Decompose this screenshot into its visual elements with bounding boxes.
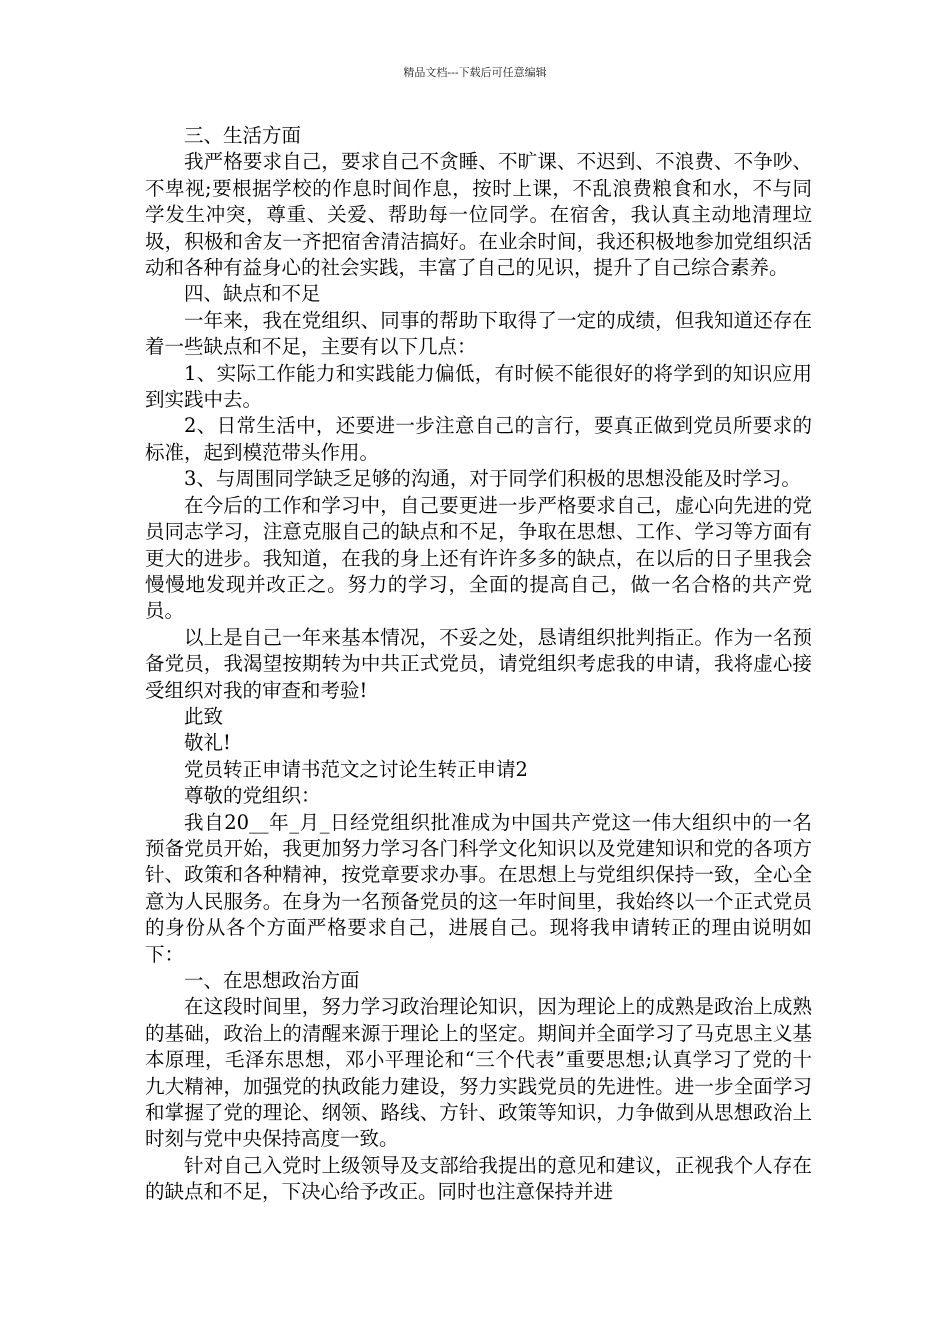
salutation-cizhi: 此致	[184, 704, 224, 728]
paragraph-shortcomings-intro: 一年来，我在党组织、同事的帮助下取得了一定的成绩，但我知道还存在着一些缺点和不足，主要有以下几点：	[145, 308, 812, 359]
section-heading-life: 三、生活方面	[184, 124, 302, 147]
list-item-shortcoming-1: 1、实际工作能力和实践能力偏低，有时候不能很好的将学到的知识应用到实践中去。	[145, 361, 812, 412]
document-subtitle: 党员转正申请书范文之讨论生转正申请2	[184, 757, 528, 781]
paragraph-application-intro: 我自20__年_月_日经党组织批准成为中国共产党这一伟大组织中的一名预备党员开始，我更加努力学习各门科学文化知识以及党建知识和党的各项方针、政策和各种精神，按党章要求办事。在思想上与党组织保持一致，全心全意为人民服务。在身为一名预备党员的这一年时间里，我始终以一个正式党员的身份从各个方面严格要求自己，进展自己。现将我申请转正的理由说明如下：	[145, 810, 812, 966]
document-body	[145, 123, 812, 1206]
section-heading-shortcomings: 四、缺点和不足	[184, 282, 321, 306]
paragraph-life: 我严格要求自己，要求自己不贪睡、不旷课、不迟到、不浪费、不争吵、不卑视;要根据学校的作息时间作息，按时上课，不乱浪费粮食和水，不与同学发生冲突，尊重、关爱、帮助每一位同学。在宿舍，我认真主动地清理垃圾，积极和舍友一齐把宿舍清洁搞好。在业余时间，我还积极地参加党组织活动和各种有益身心的社会实践，丰富了自己的见识，提升了自己综合素养。	[145, 150, 812, 280]
paragraph-future-plan: 在今后的工作和学习中，自己要更进一步严格要求自己，虚心向先进的党员同志学习，注意克服自己的缺点和不足，争取在思想、工作、学习等方面有更大的进步。我知道，在我的身上还有许许多多的缺点，在以后的日子里我会慢慢地发现并改正之。努力的学习，全面的提高自己，做一名合格的共产党员。	[145, 493, 812, 623]
letter-greeting: 尊敬的党组织：	[184, 784, 321, 808]
page-header: 精品文档---下载后可任意编辑	[403, 66, 547, 79]
section-heading-political: 一、在思想政治方面	[184, 969, 360, 992]
list-item-shortcoming-2: 2、日常生活中，还要进一步注意自己的言行，要真正做到党员所要求的标准，起到模范带头作用。	[145, 414, 812, 464]
salutation-jingli: 敬礼!	[184, 731, 231, 755]
paragraph-closing-request: 以上是自己一年来基本情况，不妥之处，恳请组织批判指正。作为一名预备党员，我渴望按期转为中共正式党员，请党组织考虑我的申请，我将虚心接受组织对我的审查和考验!	[145, 625, 812, 702]
list-item-shortcoming-3: 3、与周围同学缺乏足够的沟通，对于同学们积极的思想没能及时学习。	[184, 467, 801, 491]
paragraph-feedback: 针对自己入党时上级领导及支部给我提出的意见和建议，正视我个人存在的缺点和不足，下决心给予改正。同时也注意保持并进	[145, 1153, 812, 1204]
paragraph-political-study: 在这段时间里，努力学习政治理论知识，因为理论上的成熟是政治上成熟的基础，政治上的清醒来源于理论上的坚定。期间并全面学习了马克思主义基本原理，毛泽东思想，邓小平理论和“三个代表”重要思想;认真学习了党的十九大精神，加强党的执政能力建设，努力实践党员的先进性。进一步全面学习和掌握了党的理论、纲领、路线、方针、政策等知识，力争做到从思想政治上时刻与党中央保持高度一致。	[145, 995, 812, 1151]
